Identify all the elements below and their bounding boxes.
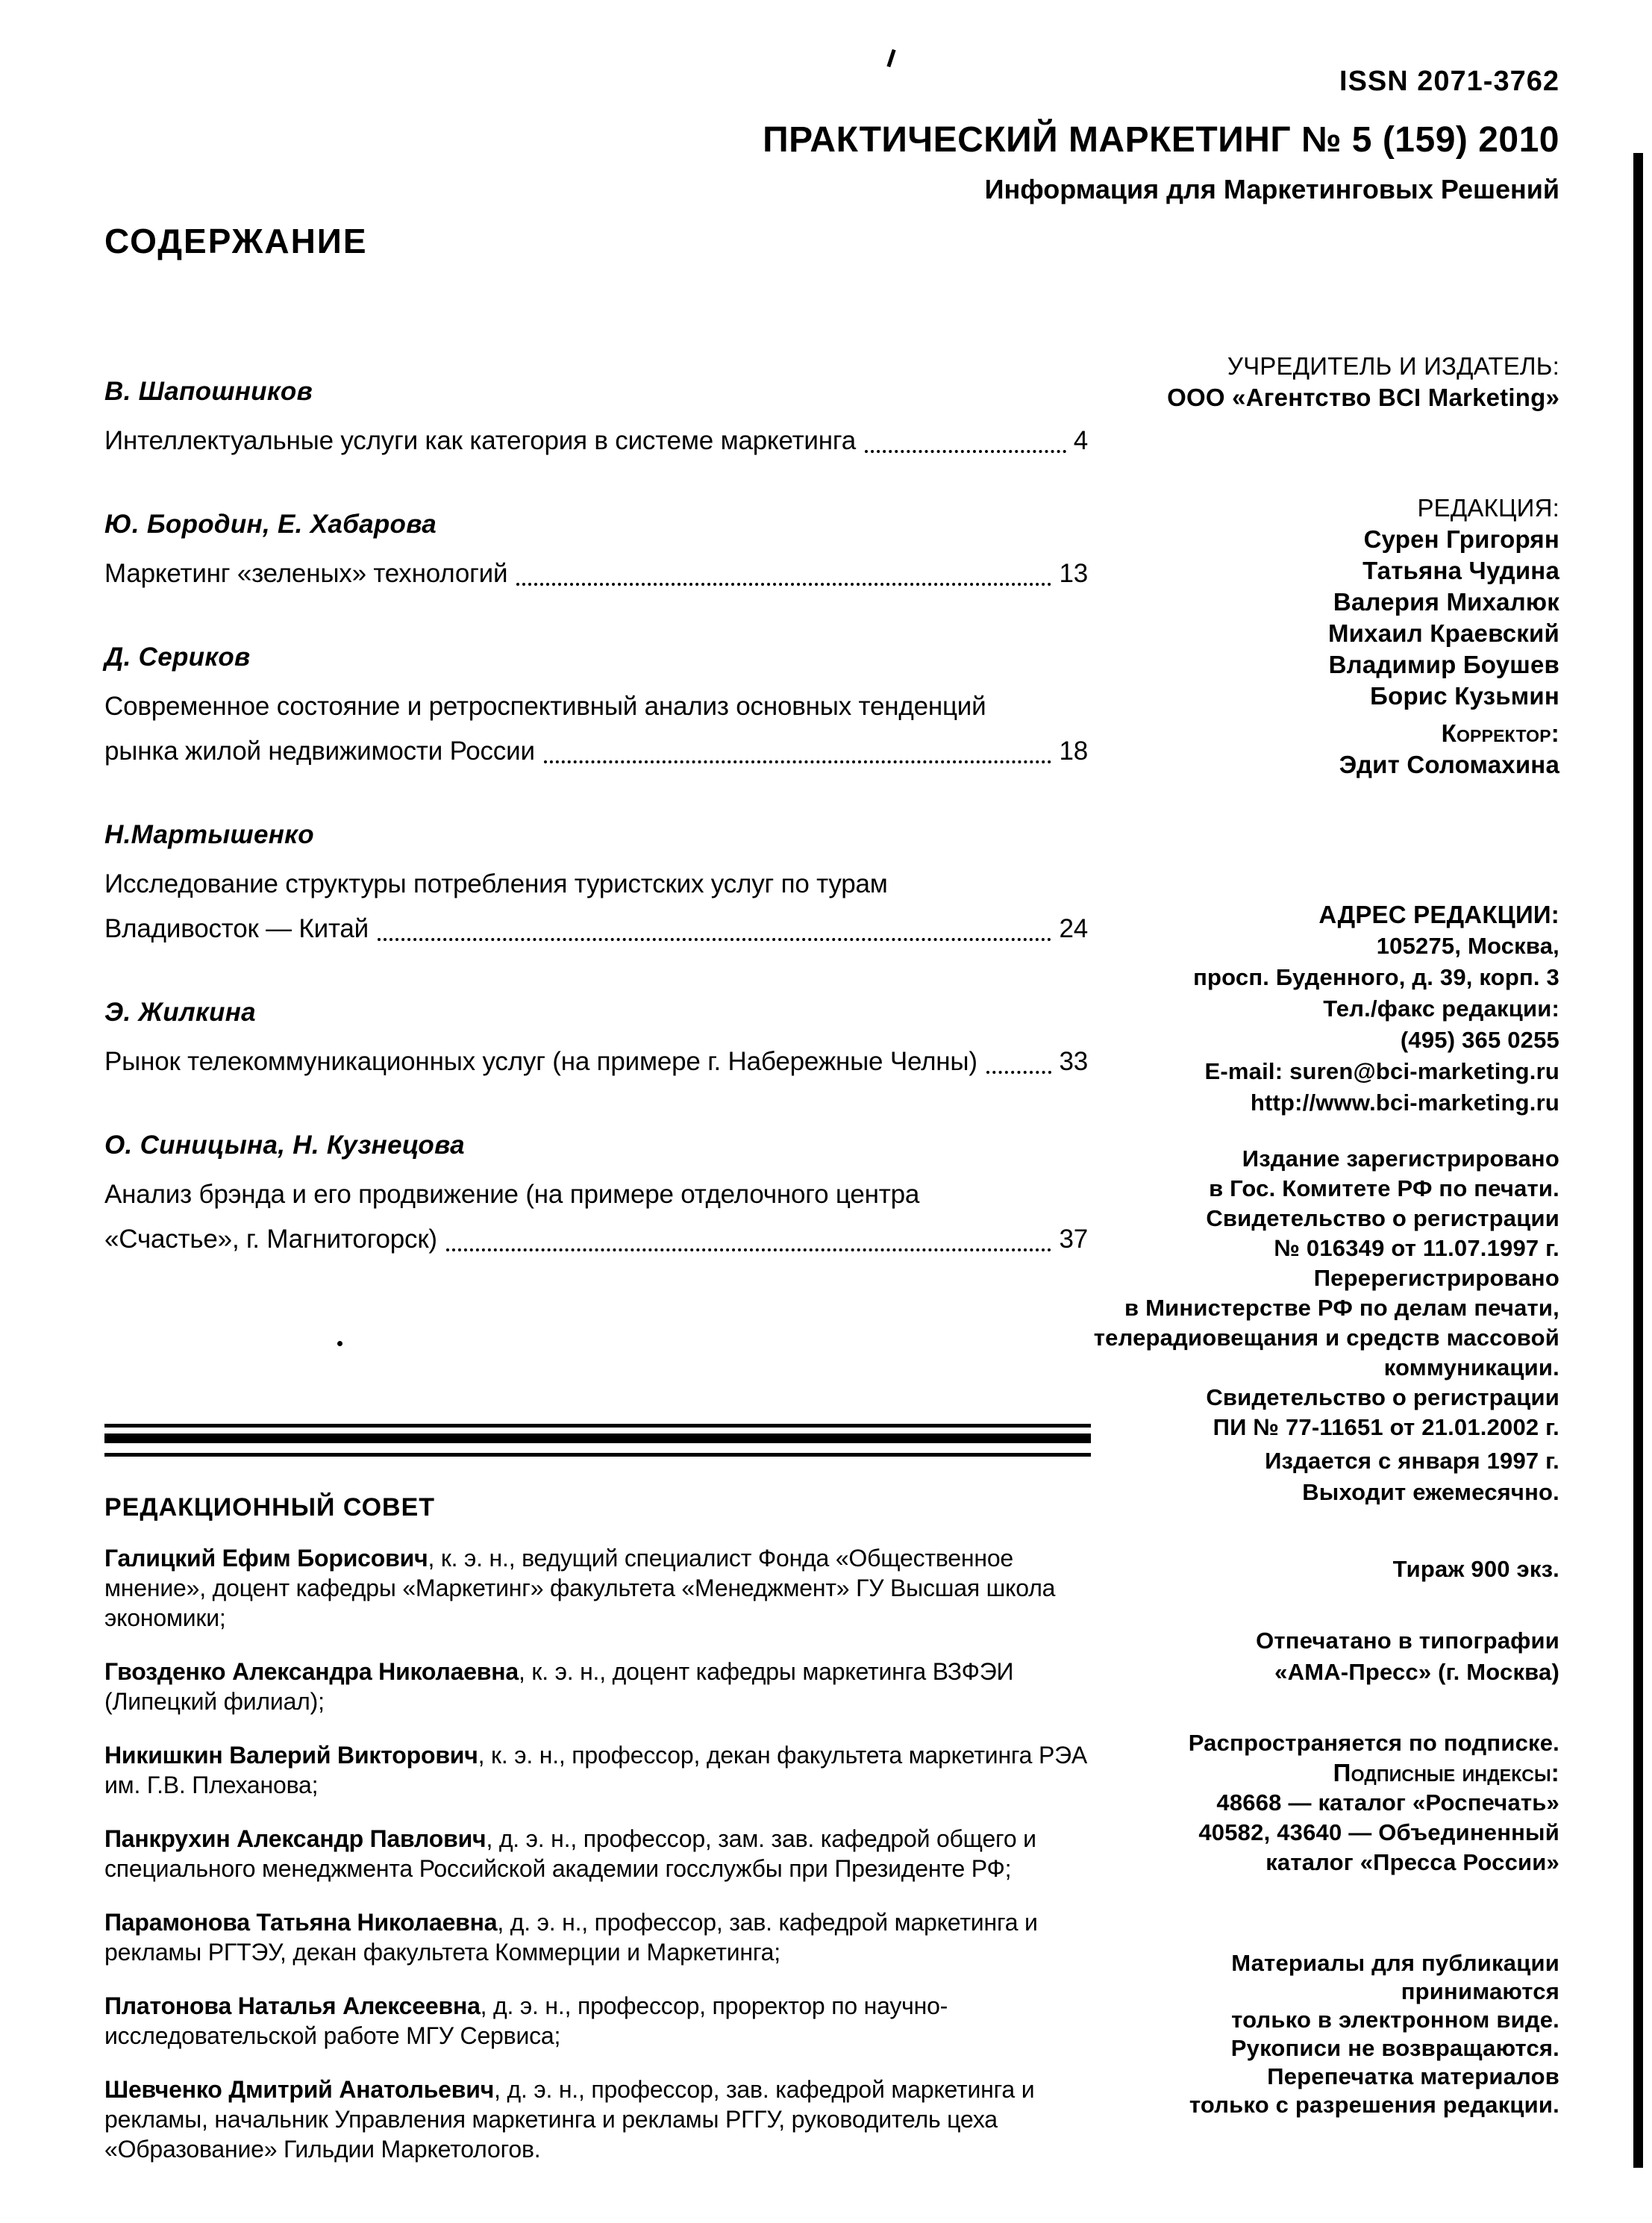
board-entry-text: , д. э. н., профессор, зав. кафедрой маркетинга и рекламы, начальник Управления маркетинга и рекламы РГГУ, руководитель цеха «Образование» Гильдии Маркетологов. (104, 2076, 1035, 2163)
submission-line: только в электронном виде. (1231, 2007, 1559, 2033)
board-entry-name: Панкрухин Александр Павлович (104, 1825, 486, 1852)
editorial-board-heading: РЕДАКЦИОННЫЙ СОВЕТ (104, 1493, 436, 1522)
registration-line: Свидетельство о регистрации (1206, 1205, 1559, 1231)
registration-line: в Министерстве РФ по делам печати, (1124, 1295, 1559, 1321)
founder-label: УЧРЕДИТЕЛЬ И ИЗДАТЕЛЬ: (1227, 352, 1559, 380)
toc-item-authors: Н.Мартышенко (104, 820, 314, 849)
toc-page-number: 18 (1059, 737, 1088, 766)
staff-name: Владимир Боушев (1328, 651, 1559, 678)
toc-item-authors: О. Синицына, Н. Кузнецова (104, 1131, 465, 1160)
submission-line: Перепечатка материалов (1267, 2063, 1559, 2089)
toc-item (104, 642, 1088, 774)
board-entry-name: Никишкин Валерий Викторович (104, 1742, 478, 1769)
toc-item-title-last-line (104, 551, 1088, 596)
staff-name: Татьяна Чудина (1362, 557, 1559, 584)
published-line: Выходит ежемесячно. (1302, 1479, 1559, 1505)
toc-item-title-last-line (104, 907, 1088, 951)
corrector-name: Эдит Соломахина (1339, 751, 1559, 778)
subscription-indexes-label: Подписные индексы: (1333, 1759, 1559, 1786)
toc-item-title-last-line (104, 419, 1088, 463)
toc-item-title-last-line (104, 1217, 1088, 1262)
corrector-label: Корректор: (1441, 719, 1559, 747)
toc-item (104, 820, 1088, 951)
contents-heading: СОДЕРЖАНИЕ (104, 222, 368, 260)
printing-line: «АМА-Пресс» (г. Москва) (1274, 1659, 1559, 1685)
registration-line: в Гос. Комитете РФ по печати. (1209, 1175, 1559, 1201)
submission-line: Рукописи не возвращаются. (1230, 2035, 1559, 2061)
toc-item-title-line: Современное состояние и ретроспективный анализ основных тенденций (104, 692, 986, 721)
corrector-block (992, 718, 1559, 781)
editorial-staff-block (992, 493, 1559, 712)
distribution-line: 40582, 43640 — Объединенный (1198, 1819, 1559, 1845)
toc-item-title-last-line (104, 1039, 1088, 1084)
toc-item-title-line: Анализ брэнда и его продвижение (на примере отделочного центра (104, 1180, 920, 1209)
editorial-label: РЕДАКЦИЯ: (1417, 494, 1559, 522)
scan-edge-line (1633, 153, 1643, 2168)
toc-item-title-line: Исследование структуры потребления туристских услуг по турам (104, 869, 888, 898)
toc-item-title: «Счастье», г. Магнитогорск) (104, 1225, 437, 1254)
toc-item-title: рынка жилой недвижимости России (104, 737, 535, 766)
board-entry (104, 1657, 1091, 1716)
toc-item (104, 377, 1088, 463)
submission-line: Материалы для публикации (1231, 1950, 1559, 1976)
toc-item-title: Рынок телекоммуникационных услуг (на примере г. Набережные Челны) (104, 1047, 977, 1076)
toc-item-authors: Ю. Бородин, Е. Хабарова (104, 510, 437, 539)
staff-name: Валерия Михалюк (1333, 588, 1559, 616)
board-entry-text: , к. э. н., профессор, декан факультета маркетинга РЭА им. Г.В. Плеханова; (104, 1742, 1088, 1798)
dotted-leader (378, 938, 1051, 941)
registration-line: Перерегистрировано (1313, 1265, 1559, 1291)
board-entry-text: , д. э. н., профессор, проректор по научно-исследовательской работе МГУ Сервиса; (104, 1992, 948, 2049)
address-line-url: http://www.bci-marketing.ru (1250, 1089, 1559, 1116)
double-rule-divider (104, 1424, 1091, 1457)
toc-page-number: 24 (1059, 914, 1088, 943)
registration-line: телерадиовещания и средств массовой (1093, 1325, 1559, 1351)
toc-item-authors: Э. Жилкина (104, 998, 256, 1027)
dotted-leader (446, 1248, 1052, 1251)
board-entry-text: , д. э. н., профессор, зав. кафедрой маркетинга и рекламы РГТЭУ, декан факультета Коммерции и Маркетинга; (104, 1909, 1038, 1966)
toc-page-number: 33 (1059, 1047, 1088, 1076)
address-label: АДРЕС РЕДАКЦИИ: (1318, 901, 1559, 928)
board-entry-text: , к. э. н., доцент кафедры маркетинга ВЗФЭИ (Липецкий филиал); (104, 1658, 1014, 1715)
board-entry (104, 1543, 1091, 1633)
address-line: 105275, Москва, (1376, 933, 1559, 959)
table-of-contents (104, 377, 1088, 1308)
board-entry-name: Платонова Наталья Алексеевна (104, 1992, 481, 2019)
address-line-email: E-mail: suren@bci-marketing.ru (1204, 1058, 1559, 1084)
journal-subtitle: Информация для Маркетинговых Решений (984, 174, 1559, 204)
address-line: Тел./факс редакции: (1323, 995, 1559, 1022)
registration-line: коммуникации. (1383, 1354, 1559, 1381)
toc-item-authors: В. Шапошников (104, 377, 313, 406)
toc-item-title-last-line (104, 729, 1088, 774)
registration-line: Свидетельство о регистрации (1206, 1384, 1559, 1410)
address-line: просп. Буденного, д. 39, корп. 3 (1193, 964, 1559, 990)
distribution-line: Распространяется по подписке. (1188, 1730, 1559, 1756)
toc-item (104, 510, 1088, 596)
distribution-line: каталог «Пресса России» (1265, 1849, 1559, 1875)
staff-name: Борис Кузьмин (1370, 682, 1559, 710)
toc-page-number: 13 (1059, 559, 1088, 588)
distribution-line: 48668 — каталог «Роспечать» (1216, 1789, 1559, 1816)
toc-page-number: 4 (1073, 426, 1088, 455)
registration-block (992, 1144, 1559, 1442)
address-line: (495) 365 0255 (1400, 1027, 1559, 1053)
board-entry-text: , д. э. н., профессор, зам. зав. кафедрой общего и специального менеджмента Российской академии госслужбы при Президенте РФ; (104, 1825, 1036, 1882)
published-line: Издается с января 1997 г. (1265, 1448, 1559, 1474)
board-entry-name: Гвозденко Александра Николаевна (104, 1658, 519, 1685)
scan-artifact (886, 49, 895, 67)
dotted-leader (544, 760, 1052, 763)
address-block (992, 899, 1559, 1119)
registration-line: № 016349 от 11.07.1997 г. (1274, 1235, 1559, 1261)
editorial-board-section (104, 1424, 1091, 2188)
printing-line: Отпечатано в типографии (1256, 1628, 1559, 1654)
submission-line: принимаются (1401, 1978, 1559, 2004)
issn-number: ISSN 2071-3762 (1339, 66, 1559, 97)
board-entry-name: Галицкий Ефим Борисович (104, 1545, 428, 1572)
founder-block (992, 351, 1559, 413)
circulation-note: Тираж 900 экз. (1392, 1556, 1559, 1582)
board-entry (104, 1991, 1091, 2051)
registration-line: Издание зарегистрировано (1242, 1145, 1559, 1172)
founder-name: ООО «Агентство BCI Marketing» (1167, 384, 1559, 411)
board-entry (104, 2075, 1091, 2164)
board-entry-text: , к. э. н., ведущий специалист Фонда «Общественное мнение», доцент кафедры «Маркетинг» факультета «Менеджмент» ГУ Высшая школа экономики; (104, 1545, 1056, 1631)
registration-line: ПИ № 77-11651 от 21.01.2002 г. (1213, 1414, 1559, 1440)
submission-line: только с разрешения редакции. (1189, 2092, 1559, 2118)
toc-item-title: Маркетинг «зеленых» технологий (104, 559, 508, 588)
staff-name: Михаил Краевский (1327, 619, 1559, 647)
scan-artifact (337, 1341, 342, 1346)
board-entry-name: Шевченко Дмитрий Анатольевич (104, 2076, 495, 2103)
board-entry-name: Парамонова Татьяна Николаевна (104, 1909, 498, 1936)
journal-title: ПРАКТИЧЕСКИЙ МАРКЕТИНГ № 5 (159) 2010 (763, 120, 1559, 160)
toc-item-title: Интеллектуальные услуги как категория в системе маркетинга (104, 426, 856, 455)
toc-page-number: 37 (1059, 1225, 1088, 1254)
board-entry (104, 1907, 1091, 1967)
board-entry (104, 1824, 1091, 1883)
toc-item (104, 998, 1088, 1084)
toc-item-title: Владивосток — Китай (104, 914, 369, 943)
staff-name: Сурен Григорян (1363, 525, 1559, 553)
dotted-leader (865, 450, 1066, 453)
dotted-leader (516, 583, 1051, 586)
toc-item-authors: Д. Сериков (104, 642, 251, 672)
toc-item (104, 1131, 1088, 1262)
board-entry (104, 1740, 1091, 1800)
